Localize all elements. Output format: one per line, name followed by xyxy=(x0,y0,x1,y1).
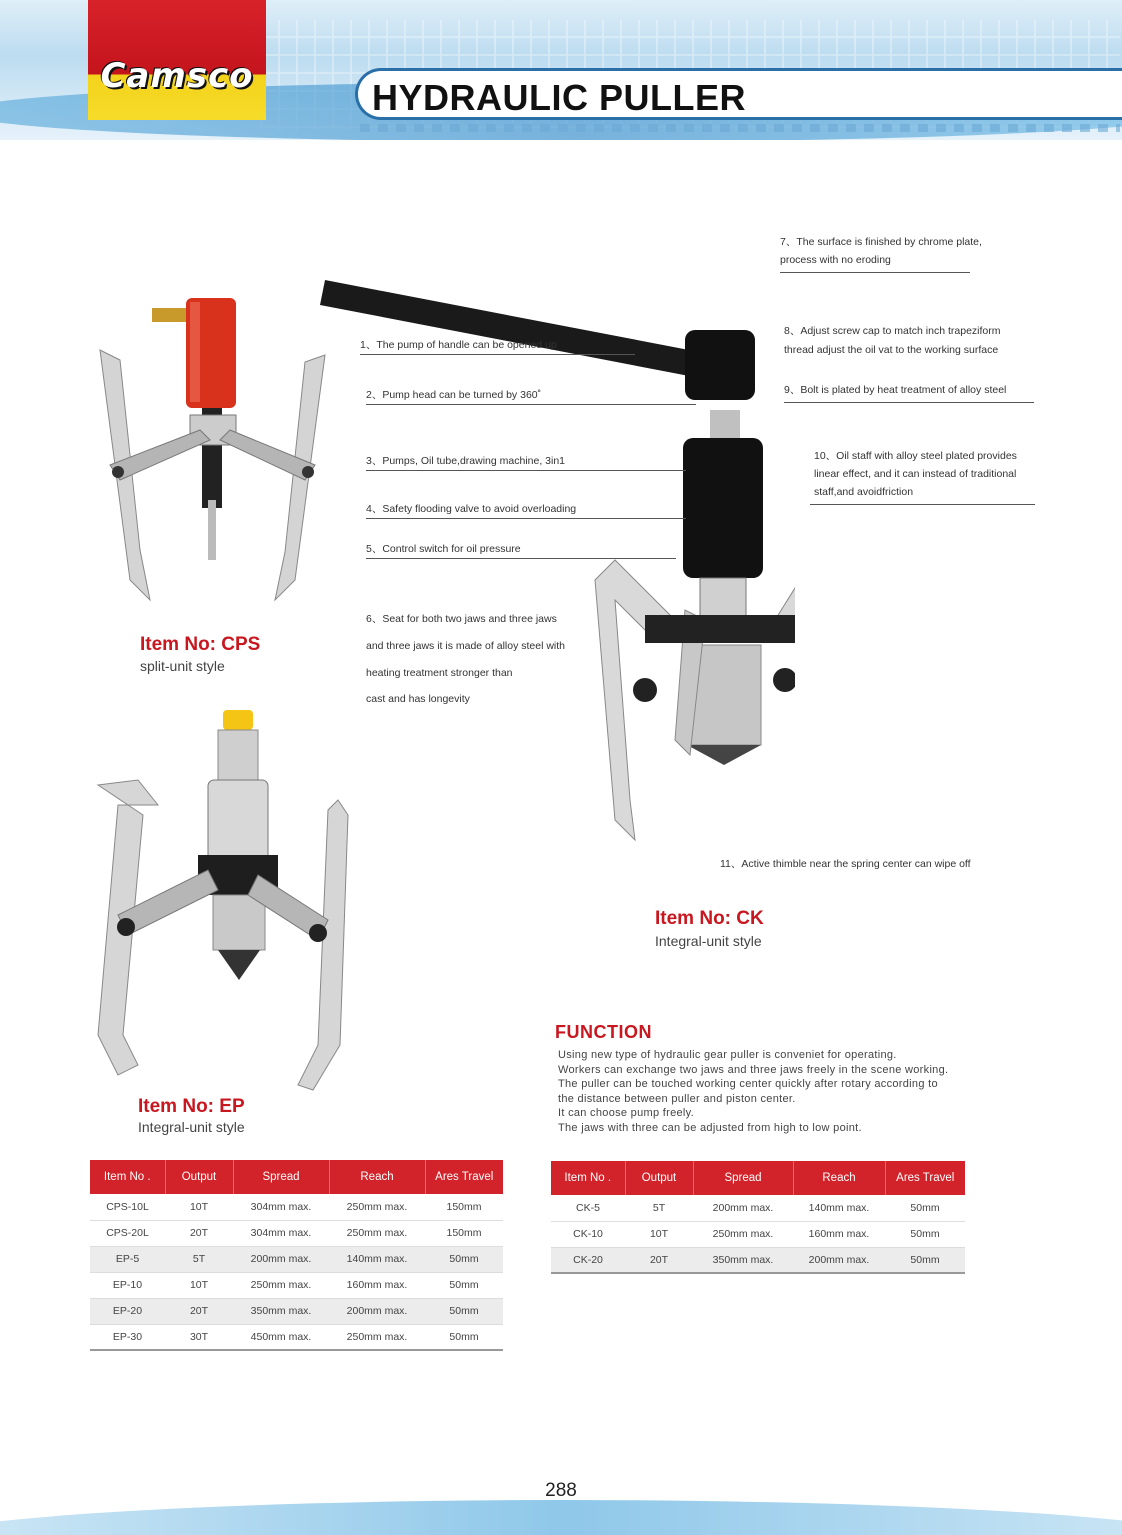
callout-8-line2: thread adjust the oil vat to the working surface xyxy=(784,344,999,356)
callout-line-9 xyxy=(784,402,1034,403)
callout-8: 8、Adjust screw cap to match inch trapeziform xyxy=(784,325,1001,337)
table-cell: 50mm xyxy=(425,1324,503,1350)
table-header-ares-travel: Ares Travel xyxy=(885,1161,965,1195)
function-line: It can choose pump freely. xyxy=(558,1107,694,1120)
function-line: Workers can exchange two jaws and three jaws freely in the scene working. xyxy=(558,1063,949,1076)
table-row xyxy=(551,1247,965,1273)
callout-line-7 xyxy=(780,272,970,273)
table-cell: 5T xyxy=(165,1246,233,1272)
callout-10-line2: linear effect, and it can instead of traditional xyxy=(814,468,1017,480)
table-header-spread: Spread xyxy=(233,1160,329,1194)
table-row xyxy=(90,1194,503,1220)
callout-6-line4: cast and has longevity xyxy=(366,693,470,705)
callout-7-line2: process with no eroding xyxy=(780,254,891,266)
table-cell: 20T xyxy=(165,1220,233,1246)
ck-style-label: Integral-unit style xyxy=(655,933,762,949)
table-cell: CK-10 xyxy=(551,1221,625,1247)
table-cell: EP-30 xyxy=(90,1324,165,1350)
table-cell: EP-10 xyxy=(90,1272,165,1298)
table-cell: EP-5 xyxy=(90,1246,165,1272)
callout-6-line3: heating treatment stronger than xyxy=(366,667,513,679)
table-cell: 20T xyxy=(625,1247,693,1273)
table-cell: 160mm max. xyxy=(793,1221,885,1247)
table-row xyxy=(90,1246,503,1272)
spec-table-left xyxy=(90,1160,503,1351)
callout-11: 11、Active thimble near the spring center can wipe off xyxy=(720,858,971,870)
title-dashes-decoration xyxy=(360,124,1120,132)
ep-style-label: Integral-unit style xyxy=(138,1119,245,1135)
table-header-item-no: Item No . xyxy=(551,1161,625,1195)
callout-6-line2: and three jaws it is made of alloy steel with xyxy=(366,640,566,652)
callout-4: 4、Safety flooding valve to avoid overloading xyxy=(366,503,577,515)
callout-line-10 xyxy=(810,504,1035,505)
callout-2: 2、Pump head can be turned by 360˚ xyxy=(366,389,542,401)
footer-wave-decoration xyxy=(0,1500,1122,1535)
callout-7: 7、The surface is finished by chrome plate, xyxy=(780,236,982,248)
cps-puller-image xyxy=(90,290,335,610)
table-header-row xyxy=(90,1160,503,1194)
table-row xyxy=(90,1272,503,1298)
table-cell: 250mm max. xyxy=(693,1221,793,1247)
table-cell: 200mm max. xyxy=(233,1246,329,1272)
title-banner xyxy=(355,68,1122,120)
table-cell: 350mm max. xyxy=(693,1247,793,1273)
callout-line-1 xyxy=(360,354,635,355)
table-cell: 30T xyxy=(165,1324,233,1350)
table-row xyxy=(90,1298,503,1324)
table-cell: 50mm xyxy=(425,1246,503,1272)
callout-6: 6、Seat for both two jaws and three jaws xyxy=(366,613,557,625)
ck-item-label: Item No: CK xyxy=(655,908,764,929)
table-header-item-no: Item No . xyxy=(90,1160,165,1194)
table-cell: 450mm max. xyxy=(233,1324,329,1350)
table-cell: 304mm max. xyxy=(233,1220,329,1246)
page-title: HYDRAULIC PULLER xyxy=(372,77,746,118)
table-row xyxy=(90,1220,503,1246)
table-cell: EP-20 xyxy=(90,1298,165,1324)
cps-style-label: split-unit style xyxy=(140,658,225,674)
table-header-output: Output xyxy=(165,1160,233,1194)
ep-puller-image xyxy=(78,705,368,1100)
table-cell: 200mm max. xyxy=(693,1195,793,1221)
table-cell: 200mm max. xyxy=(329,1298,425,1324)
table-cell: 250mm max. xyxy=(329,1324,425,1350)
camsco-logo xyxy=(88,0,266,120)
table-header-reach: Reach xyxy=(793,1161,885,1195)
table-cell: 250mm max. xyxy=(233,1272,329,1298)
table-cell: 150mm xyxy=(425,1220,503,1246)
table-cell: 20T xyxy=(165,1298,233,1324)
ep-item-label: Item No: EP xyxy=(138,1096,245,1117)
function-line: the distance between puller and piston center. xyxy=(558,1092,796,1105)
table-cell: 250mm max. xyxy=(329,1194,425,1220)
callout-5: 5、Control switch for oil pressure xyxy=(366,543,521,555)
table-header-spread: Spread xyxy=(693,1161,793,1195)
function-description xyxy=(558,1048,1028,1136)
table-cell: 140mm max. xyxy=(329,1246,425,1272)
callout-9: 9、Bolt is plated by heat treatment of alloy steel xyxy=(784,384,1007,396)
table-header-reach: Reach xyxy=(329,1160,425,1194)
table-cell: 150mm xyxy=(425,1194,503,1220)
table-cell: 200mm max. xyxy=(793,1247,885,1273)
callout-line-5 xyxy=(366,558,676,559)
page-number: 288 xyxy=(545,1480,577,1501)
table-row xyxy=(90,1324,503,1350)
table-cell: 250mm max. xyxy=(329,1220,425,1246)
table-cell: 50mm xyxy=(425,1272,503,1298)
callout-line-2 xyxy=(366,404,696,405)
table-cell: 10T xyxy=(625,1221,693,1247)
spec-table-right xyxy=(551,1161,965,1274)
table-cell: CPS-10L xyxy=(90,1194,165,1220)
table-row xyxy=(551,1221,965,1247)
callout-line-4 xyxy=(366,518,686,519)
table-cell: 10T xyxy=(165,1194,233,1220)
table-header-ares-travel: Ares Travel xyxy=(425,1160,503,1194)
callout-line-3 xyxy=(366,470,686,471)
table-cell: 50mm xyxy=(885,1247,965,1273)
logo-text: Camsco xyxy=(100,56,254,96)
table-cell: 5T xyxy=(625,1195,693,1221)
table-cell: 140mm max. xyxy=(793,1195,885,1221)
table-cell: 50mm xyxy=(885,1195,965,1221)
table-header-row xyxy=(551,1161,965,1195)
callout-10-line3: staff,and avoidfriction xyxy=(814,486,914,498)
table-cell: CK-20 xyxy=(551,1247,625,1273)
function-line: The puller can be touched working center quickly after rotary according to xyxy=(558,1078,938,1091)
function-line: The jaws with three can be adjusted from high to low point. xyxy=(558,1121,862,1134)
cps-item-label: Item No: CPS xyxy=(140,634,261,655)
table-cell: 50mm xyxy=(885,1221,965,1247)
table-cell: 304mm max. xyxy=(233,1194,329,1220)
table-cell: CK-5 xyxy=(551,1195,625,1221)
function-line: Using new type of hydraulic gear puller is conveniet for operating. xyxy=(558,1049,897,1061)
table-cell: CPS-20L xyxy=(90,1220,165,1246)
table-header-output: Output xyxy=(625,1161,693,1195)
callout-3: 3、Pumps, Oil tube,drawing machine, 3in1 xyxy=(366,455,566,467)
table-row xyxy=(551,1195,965,1221)
callout-10: 10、Oil staff with alloy steel plated provides xyxy=(814,450,1017,462)
table-cell: 350mm max. xyxy=(233,1298,329,1324)
table-cell: 50mm xyxy=(425,1298,503,1324)
table-cell: 10T xyxy=(165,1272,233,1298)
callout-1: 1、The pump of handle can be opened up xyxy=(360,339,557,351)
function-title: FUNCTION xyxy=(555,1022,652,1042)
table-cell: 160mm max. xyxy=(329,1272,425,1298)
